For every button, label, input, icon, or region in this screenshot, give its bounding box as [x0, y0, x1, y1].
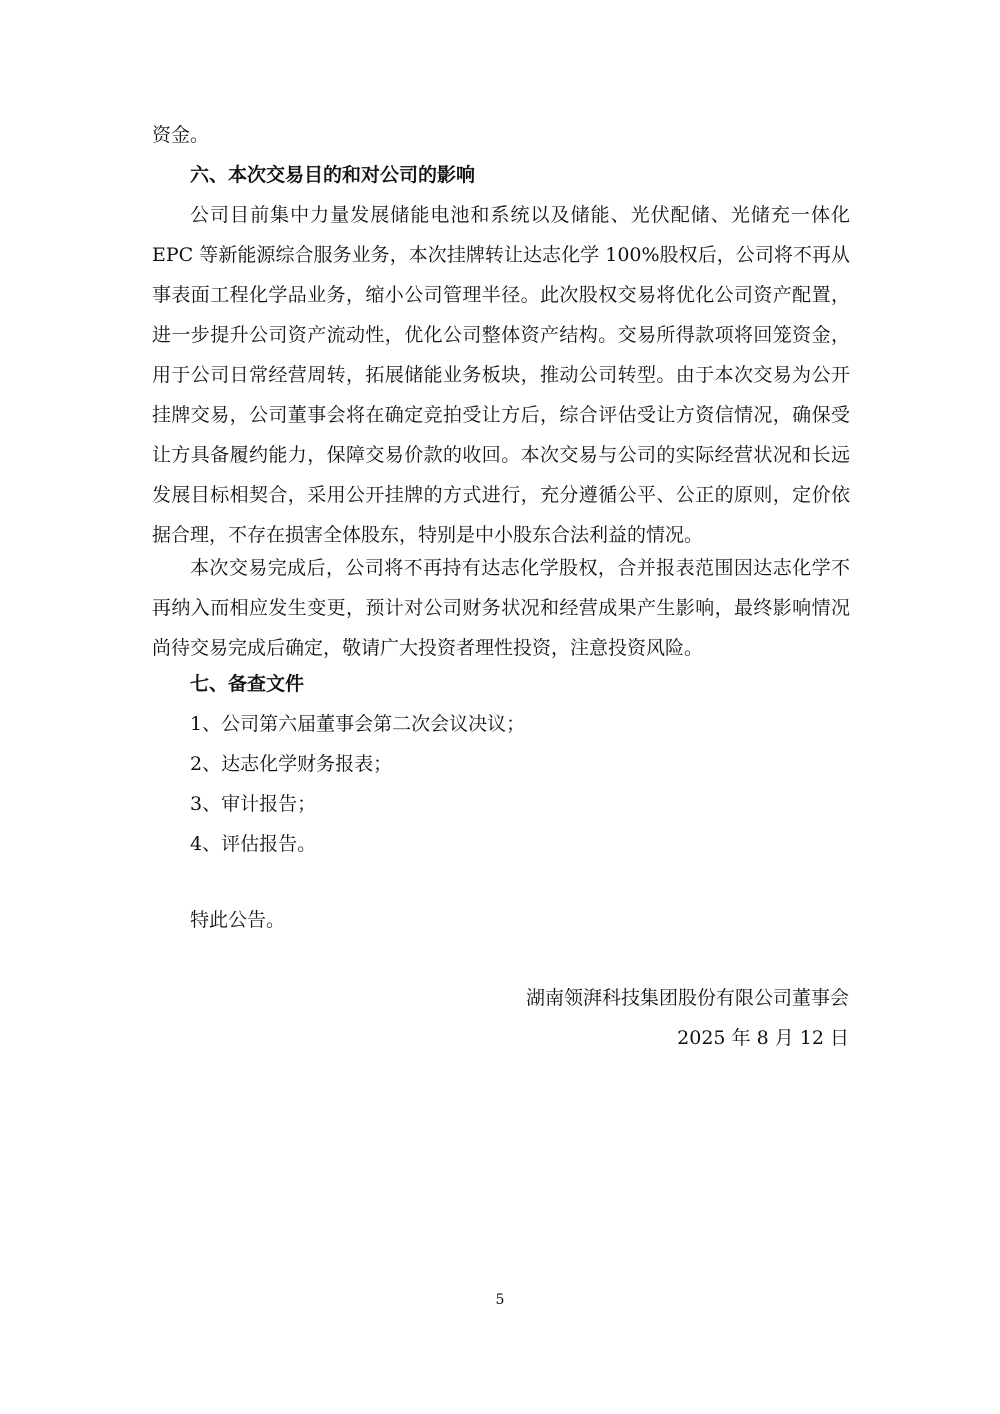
section-6-heading: 六、本次交易目的和对公司的影响: [190, 164, 476, 186]
reference-item-4: 4、评估报告。: [190, 833, 317, 855]
section-7-heading: 七、备查文件: [190, 673, 305, 695]
closing-text: 特此公告。: [190, 909, 286, 931]
signature-date: 2025 年 8 月 12 日: [677, 1027, 849, 1049]
section-6-paragraph-1: 公司目前集中力量发展储能电池和系统以及储能、光伏配储、光储充一体化 EPC 等新能源综合服务业务，本次挂牌转让达志化学 100%股权后，公司将不再从事表面工程化学品业务，缩小公司管理半径。此次股权交易将优化公司资产配置，进一步提升公司资产流动性，优化公司整体资产结构。交易所得款项将回笼资金，用于公司日常经营周转，拓展储能业务板块，推动公司转型。由于本次交易为公开挂牌交易，公司董事会将在确定竞拍受让方后，综合评估受让方资信情况，确保受让方具备履约能力，保障交易价款的收回。本次交易与公司的实际经营状况和长远发展目标相契合，采用公开挂牌的方式进行，充分遵循公平、公正的原则，定价依据合理，不存在损害全体股东，特别是中小股东合法利益的情况。: [152, 204, 850, 546]
signature-organization: 湖南领湃科技集团股份有限公司董事会: [525, 987, 849, 1009]
page-number: 5: [495, 1292, 505, 1308]
reference-item-3: 3、审计报告；: [190, 793, 317, 815]
reference-item-2: 2、达志化学财务报表；: [190, 753, 393, 775]
continuation-text: 资金。: [152, 124, 210, 146]
section-6-paragraph-2: 本次交易完成后，公司将不再持有达志化学股权，合并报表范围因达志化学不再纳入而相应发生变更，预计对公司财务状况和经营成果产生影响，最终影响情况尚待交易完成后确定，敬请广大投资者理性投资，注意投资风险。: [152, 557, 850, 659]
reference-item-1: 1、公司第六届董事会第二次会议决议；: [190, 713, 526, 735]
